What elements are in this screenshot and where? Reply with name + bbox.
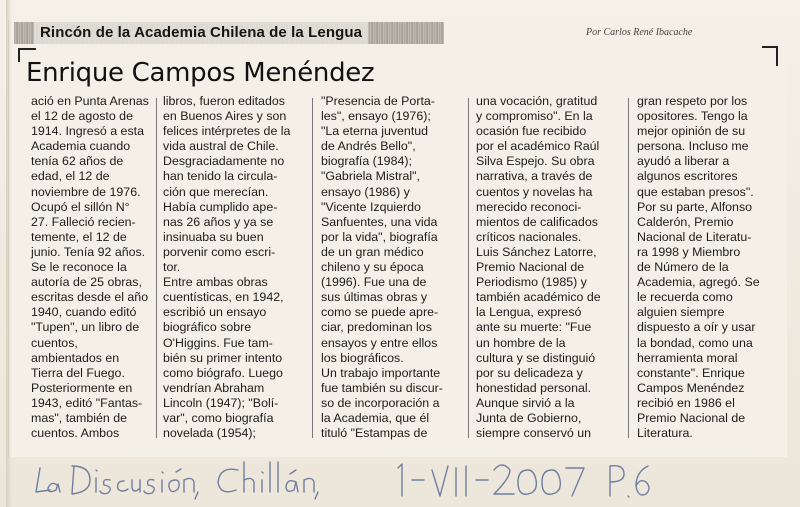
author-credit: Por Carlos René Ibacache (586, 27, 693, 38)
article-column-5: gran respeto por los opositores. Tengo la mejor opinión de su persona. Incluso me ayudó a liberar a algunos escritores que estaban presos". Por su parte, Alfonso Calderón, Premio Nacional de Literatu- ra 1998 y Miembro de Número de la Academia, agregó. Se le recuerda como alguien siempre dispuesto a oír y usar la bondad, como una herramienta moral constante". Enrique Campos Menéndez recibió en 1986 el Premio Nacional de Literatura. (637, 94, 760, 441)
scan-edge-shadow (6, 0, 12, 507)
article-column-1: ació en Punta Arenas el 12 de agosto de 1914. Ingresó a esta Academia cuando tenía 62 años de edad, el 12 de noviembre de 1976. Ocupó el sillón N° 27. Falleció recien- temente, el 12 de junio. Tenía 92 años. Se le reconoce la autoría de 25 obras, escritas desde el año 1940, cuando editó "Tupen", un libro de cuentos, ambientados en Tierra del Fuego. Posteriormente en 1943, editó "Fantas- mas", también de cuentos. Ambos (31, 94, 149, 441)
article-headline: Enrique Campos Menéndez (26, 58, 375, 88)
column-divider (156, 98, 157, 438)
column-divider (628, 98, 629, 438)
column-divider (468, 98, 469, 438)
handwritten-annotation-text (12, 454, 16, 458)
column-divider (312, 98, 313, 438)
article-column-4: una vocación, gratitud y compromiso". En la ocasión fue recibido por el académico Raúl Silva Espejo. Su obra narrativa, a través de cuentos y novelas ha merecido reconoci- mientos de calificados críticos nacionales. Luis Sánchez Latorre, Premio Nacional de Periodismo (1985) y también académico de la Lengua, expresó ante su muerte: "Fue un hombre de la cultura y se distinguió por su delicadeza y honestidad personal. Aunque sirvió a la Junta de Gobierno, siempre conservó un (476, 94, 601, 441)
section-label: Rincón de la Academia Chilena de la Lengua (34, 22, 368, 44)
article-column-3: "Presencia de Porta- les", ensayo (1976); "La eterna juventud de Andrés Bello", biografía (1984); "Gabriela Mistral", ensayo (1986) y "Vicente Izquierdo Sanfuentes, una vida por la vida", biografía de un gran médico chileno y su época (1996). Fue una de sus últimas obras y como se puede apre- ciar, predominan los ensayos y entre ellos los biográficos. Un trabajo importante fue también su discur- so de incorporación a la Academia, que él tituló "Estampas de (321, 94, 443, 441)
article-column-2: libros, fueron editados en Buenos Aires y son felices intérpretes de la vida austral de Chile. Desgraciadamente no han tenido la circula- ción que merecían. Había cumplido ape- nas 26 años y ya se insinuaba su buen porvenir como escri- tor. Entre ambas obras cuentísticas, en 1942, escribió un ensayo biográfico sobre O'Higgins. Fue tam- bién su primer intento como biógrafo. Luego vendrían Abraham Lincoln (1947); "Bolí- var", como biografía novelada (1954); (163, 94, 291, 441)
crop-mark-top-right (762, 46, 778, 66)
